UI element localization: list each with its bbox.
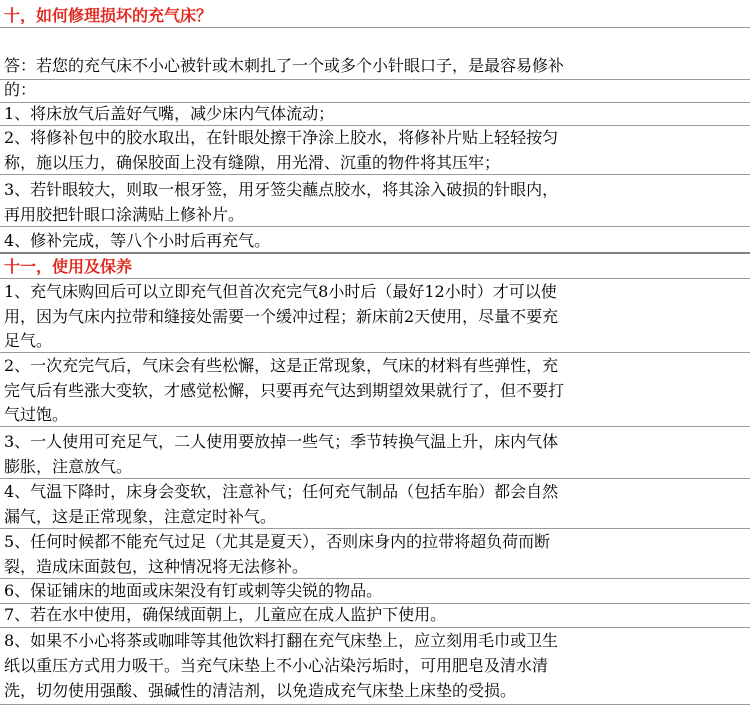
care-item-1-line: 用，因为气床内拉带和缝接处需要一个缓冲过程；新床前2天使用，尽量不要充 (4, 308, 559, 325)
divider (0, 278, 750, 279)
care-item-1-line: 1、充气床购回后可以立即充气但首次充完气8小时后（最好12小时）才可以使 (4, 283, 557, 300)
care-item-5-line: 裂，造成床面鼓包，这种情况将无法修补。 (4, 558, 309, 575)
divider (0, 174, 750, 175)
section-10-intro-line: 的： (4, 81, 37, 98)
divider (0, 603, 750, 604)
care-item-1-line: 足气。 (4, 332, 53, 349)
care-item-2-line: 气过饱。 (4, 406, 69, 423)
care-item-3-line: 3、一人使用可充足气，二人使用要放掉一些气；季节转换气温上升，床内气体 (4, 433, 559, 450)
care-item-2-line: 2、一次充完气后，气床会有些松懈，这是正常现象，气床的材料有些弹性，充 (4, 357, 559, 374)
repair-step-2-line: 2、将修补包中的胶水取出，在针眼处擦干净涂上胶水，将修补片贴上轻轻按匀 (4, 129, 559, 146)
divider (0, 226, 750, 227)
divider (0, 125, 750, 126)
care-item-8-line: 8、如果不小心将茶或咖啡等其他饮料打翻在充气床垫上，应立刻用毛巾或卫生 (4, 632, 559, 649)
care-item-7: 7、若在水中使用，确保绒面朝上，儿童应在成人监护下使用。 (4, 606, 447, 623)
repair-step-1: 1、将床放气后盖好气嘴，减少床内气体流动； (4, 105, 335, 122)
divider (0, 578, 750, 579)
care-item-5-line: 5、任何时候都不能充气过足（尤其是夏天），否则床身内的拉带将超负荷而断 (4, 533, 551, 550)
divider (0, 627, 750, 628)
divider (0, 79, 750, 80)
repair-step-2-line: 称，施以压力，确保胶面上没有缝隙，用光滑、沉重的物件将其压牢； (4, 154, 501, 171)
divider (0, 102, 750, 103)
divider (0, 426, 750, 427)
care-item-2-line: 完气后有些涨大变软，才感觉松懈，只要再充气达到期望效果就行了，但不要打 (4, 382, 565, 399)
care-item-4-line: 4、气温下降时，床身会变软，注意补气；任何充气制品（包括车胎）都会自然 (4, 483, 559, 500)
care-item-4-line: 漏气，这是正常现象，注意定时补气。 (4, 508, 277, 525)
section-divider (0, 252, 750, 254)
care-item-3-line: 膨胀，注意放气。 (4, 458, 133, 475)
divider (0, 478, 750, 479)
repair-step-3-line: 3、若针眼较大，则取一根牙签，用牙签尖蘸点胶水，将其涂入破损的针眼内， (4, 181, 559, 198)
divider (0, 528, 750, 529)
care-item-8-line: 纸以重压方式用力吸干。当充气床垫上不小心沾染污垢时，可用肥皂及清水清 (4, 657, 549, 674)
repair-step-4: 4、修补完成，等八个小时后再充气。 (4, 232, 271, 249)
care-item-6: 6、保证铺床的地面或床架没有钉或刺等尖锐的物品。 (4, 582, 383, 599)
section-10-intro-line: 答：若您的充气床不小心被针或木刺扎了一个或多个小针眼口子，是最容易修补 (4, 57, 565, 74)
divider (0, 352, 750, 353)
divider (0, 27, 750, 28)
repair-step-3-line: 再用胶把针眼口涂满贴上修补片。 (4, 206, 245, 223)
section-11-title: 十一，使用及保养 (4, 258, 133, 275)
section-10-title: 十，如何修理损坏的充气床？ (4, 7, 213, 24)
divider (0, 704, 750, 705)
care-item-8-line: 洗，切勿使用强酸、强碱性的清洁剂，以免造成充气床垫上床垫的受损。 (4, 682, 517, 699)
